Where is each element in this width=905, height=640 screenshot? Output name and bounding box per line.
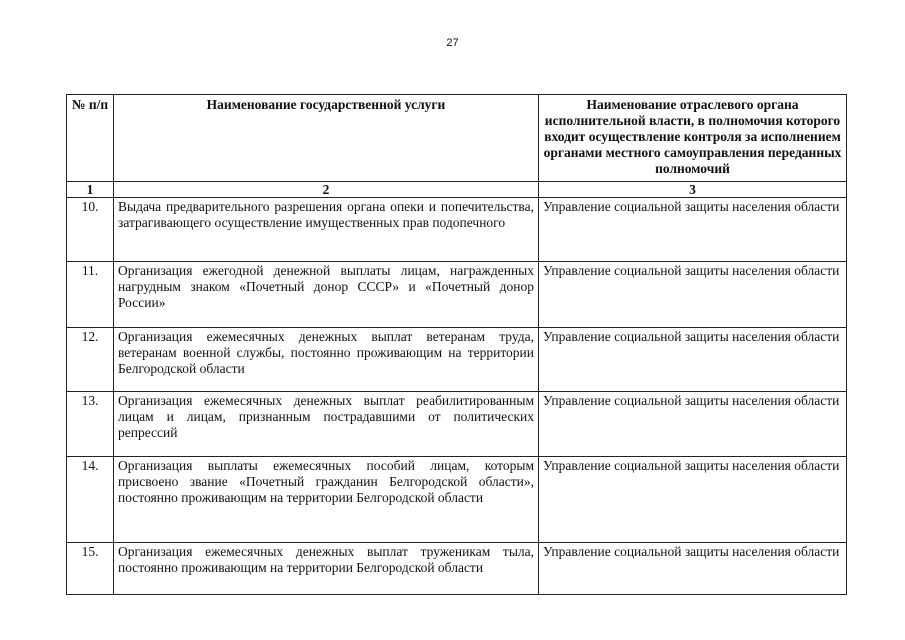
page-number: 27 <box>446 37 459 49</box>
row-number: 13. <box>67 392 114 457</box>
authority-name: Управление социальной защиты населения области <box>539 198 847 262</box>
service-name: Организация выплаты ежемесячных пособий лицам, которым присвоено звание «Почетный гражданин Белгородской области», постоянно проживающим на территории Белгородской области <box>114 457 539 543</box>
authority-name: Управление социальной защиты населения области <box>539 328 847 392</box>
row-number: 15. <box>67 543 114 595</box>
table-row <box>67 328 847 392</box>
table-row <box>67 543 847 595</box>
header-service-name: Наименование государственной услуги <box>114 95 539 182</box>
service-name: Организация ежемесячных денежных выплат реабилитированным лицам и лицам, признанным пострадавшими от политических репрессий <box>114 392 539 457</box>
row-number: 12. <box>67 328 114 392</box>
table-row <box>67 262 847 328</box>
service-name: Организация ежемесячных денежных выплат труженикам тыла, постоянно проживающим на территории Белгородской области <box>114 543 539 595</box>
service-name: Выдача предварительного разрешения органа опеки и попечительства, затрагивающего осуществление имущественных прав подопечного <box>114 198 539 262</box>
table-row <box>67 457 847 543</box>
table-header <box>67 95 847 198</box>
authority-name: Управление социальной защиты населения области <box>539 262 847 328</box>
service-name: Организация ежемесячных денежных выплат ветеранам труда, ветеранам военной службы, постоянно проживающим на территории Белгородской области <box>114 328 539 392</box>
service-name: Организация ежегодной денежной выплаты лицам, награжденных нагрудным знаком «Почетный донор СССР» и «Почетный донор России» <box>114 262 539 328</box>
column-number-row <box>67 182 847 198</box>
table-row <box>67 198 847 262</box>
table-row <box>67 392 847 457</box>
column-number-1: 1 <box>67 182 114 198</box>
authority-name: Управление социальной защиты населения области <box>539 457 847 543</box>
header-row <box>67 95 847 182</box>
row-number: 14. <box>67 457 114 543</box>
authority-name: Управление социальной защиты населения области <box>539 543 847 595</box>
authority-name: Управление социальной защиты населения области <box>539 392 847 457</box>
column-number-3: 3 <box>539 182 847 198</box>
header-authority-name: Наименование отраслевого органа исполнительной власти, в полномочия которого входит осуществление контроля за исполнением органами местного самоуправления переданных полномочий <box>539 95 847 182</box>
column-number-2: 2 <box>114 182 539 198</box>
table-body <box>67 198 847 595</box>
row-number: 10. <box>67 198 114 262</box>
row-number: 11. <box>67 262 114 328</box>
header-number: № п/п <box>67 95 114 182</box>
services-table <box>66 94 847 595</box>
